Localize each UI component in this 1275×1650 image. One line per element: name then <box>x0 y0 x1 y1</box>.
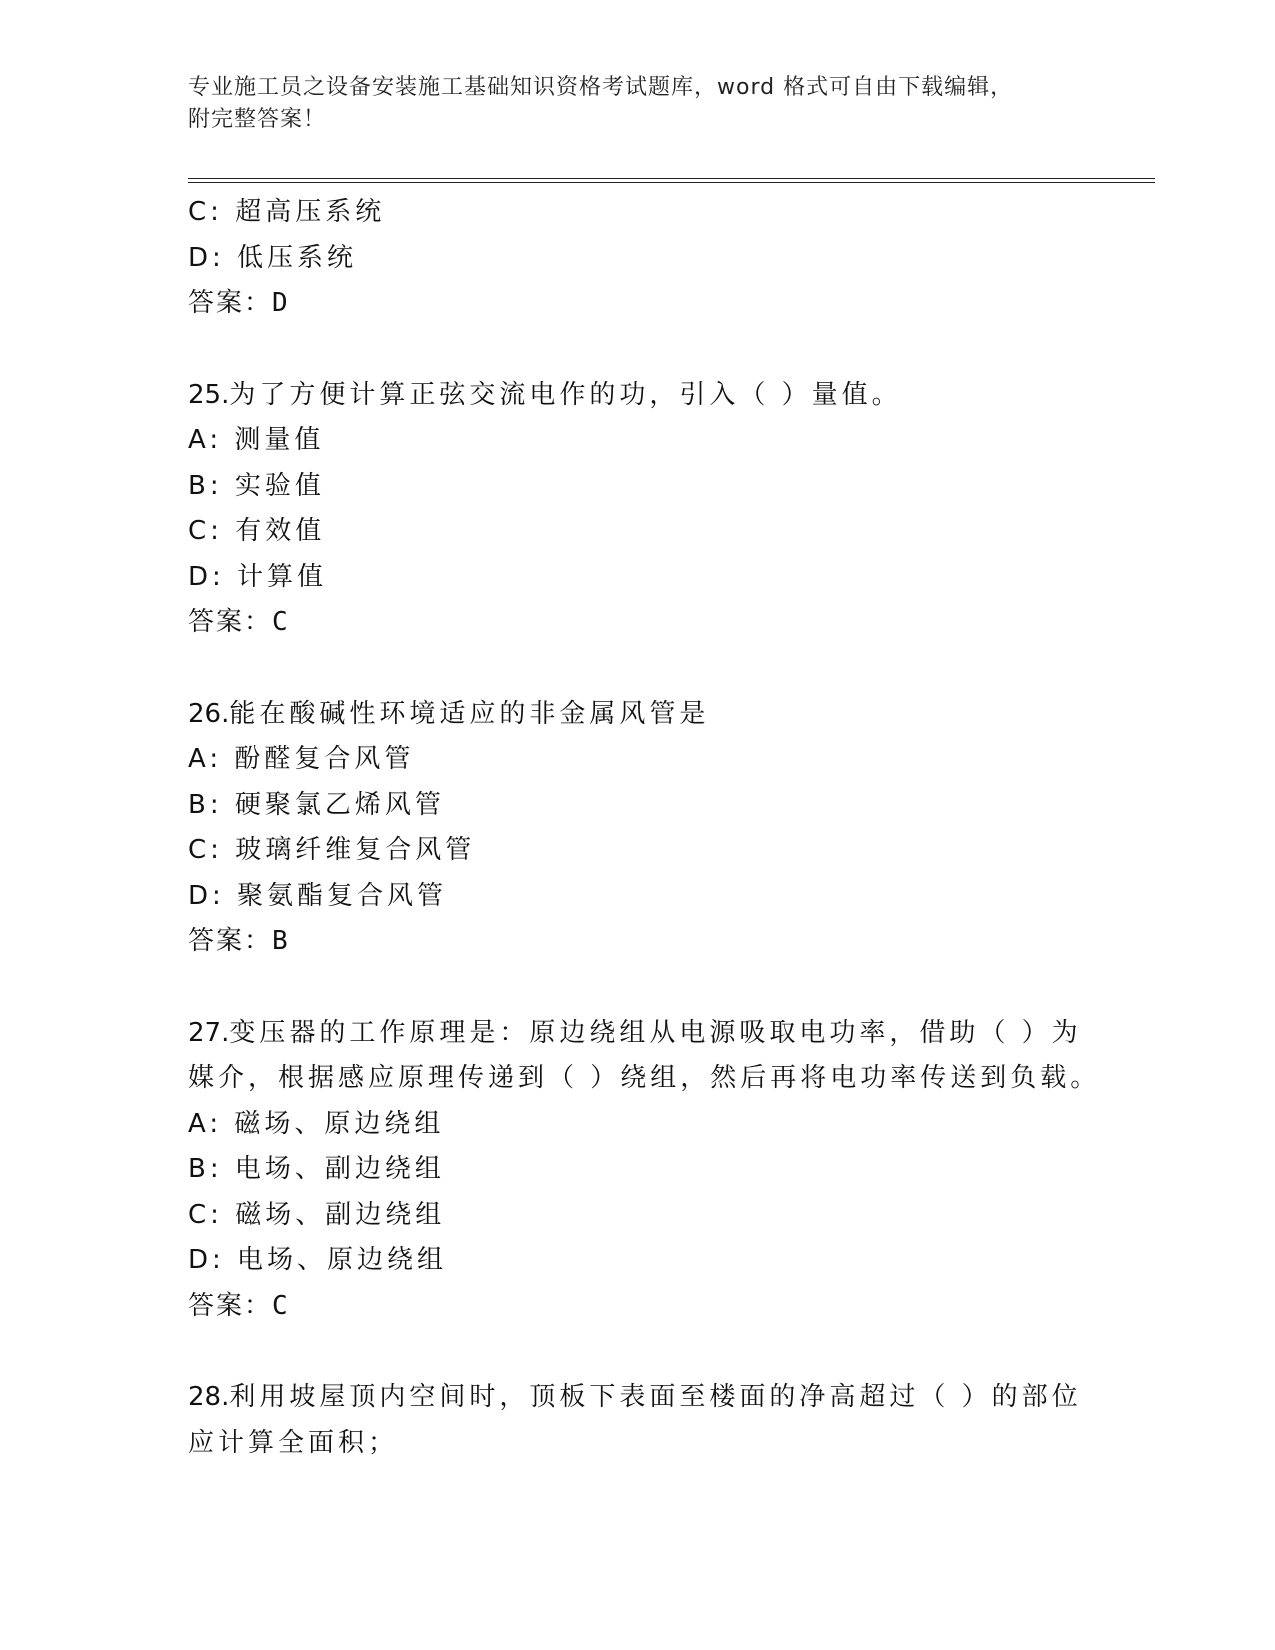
option-label: D: <box>188 561 225 592</box>
option-text: 磁场、副边绕组 <box>235 1199 446 1230</box>
answer-label: 答案： <box>188 288 273 318</box>
option-c <box>188 828 1148 874</box>
answer-label: 答案： <box>188 926 273 956</box>
option-c <box>188 509 1148 555</box>
option-b <box>188 464 1148 510</box>
answer-value: C <box>272 1290 288 1321</box>
answer-label: 答案： <box>188 607 273 637</box>
answer-line <box>188 1284 1148 1330</box>
option-b <box>188 783 1148 829</box>
answer-value: D <box>272 288 288 318</box>
option-a <box>188 1102 1148 1148</box>
option-d <box>188 236 1148 282</box>
question-line: 利用坡屋顶内空间时，顶板下表面至楼面的净高超过（ ）的部位 <box>229 1382 1082 1412</box>
continued-question <box>188 190 1148 327</box>
option-label: D: <box>188 242 225 273</box>
answer-line <box>188 919 1148 965</box>
option-label: B: <box>188 789 223 820</box>
option-label: A: <box>188 1108 223 1139</box>
answer-line <box>188 281 1148 327</box>
question-text-continued <box>188 1056 1148 1102</box>
question-text <box>188 1011 1148 1057</box>
answer-line <box>188 600 1148 646</box>
option-c <box>188 190 1148 236</box>
option-text: 玻璃纤维复合风管 <box>235 835 476 865</box>
header-divider-bottom <box>188 182 1155 183</box>
option-label: C: <box>188 516 223 546</box>
option-text: 计算值 <box>237 561 328 592</box>
question-line: 为了方便计算正弦交流电作的功，引入（ ）量值。 <box>229 379 902 410</box>
option-d <box>188 1238 1148 1284</box>
option-text: 超高压系统 <box>235 197 386 227</box>
option-text: 电场、副边绕组 <box>234 1154 445 1184</box>
option-d <box>188 874 1148 920</box>
option-label: A: <box>188 425 223 455</box>
option-text: 实验值 <box>234 470 325 501</box>
option-label: D: <box>188 880 225 911</box>
option-label: A: <box>188 744 223 774</box>
header-divider-top <box>188 178 1155 179</box>
question-line: 能在酸碱性环境适应的非金属风管是 <box>229 698 710 729</box>
question-line: 应计算全面积； <box>188 1427 399 1458</box>
option-text: 硬聚氯乙烯风管 <box>234 789 445 820</box>
option-text: 低压系统 <box>237 242 358 273</box>
question-number: 27. <box>188 1017 230 1048</box>
question-number: 25. <box>188 379 230 410</box>
option-label: D: <box>188 1245 225 1275</box>
option-a <box>188 737 1148 783</box>
question-27 <box>188 1011 1148 1330</box>
option-text: 电场、原边绕组 <box>237 1245 448 1275</box>
option-c <box>188 1193 1148 1239</box>
option-text: 有效值 <box>235 516 326 546</box>
answer-label: 答案： <box>188 1290 273 1321</box>
header-line-1: 专业施工员之设备安装施工基础知识资格考试题库，word 格式可自由下载编辑， <box>188 75 1014 100</box>
question-text <box>188 692 1148 738</box>
document-header <box>188 72 1088 136</box>
question-number: 26. <box>188 698 230 729</box>
question-list <box>188 190 1148 1466</box>
question-line: 变压器的工作原理是：原边绕组从电源吸取电功率，借助（ ）为 <box>229 1017 1082 1048</box>
question-26 <box>188 692 1148 965</box>
question-number: 28. <box>188 1382 230 1412</box>
question-text <box>188 1375 1148 1421</box>
header-line-2: 附完整答案！ <box>188 107 327 132</box>
option-text: 聚氨酯复合风管 <box>237 880 448 911</box>
option-d <box>188 555 1148 601</box>
option-text: 磁场、原边绕组 <box>234 1108 445 1139</box>
option-text: 酚醛复合风管 <box>234 744 415 774</box>
question-25 <box>188 373 1148 646</box>
option-text: 测量值 <box>234 425 325 455</box>
option-label: C: <box>188 835 223 865</box>
answer-value: B <box>272 926 288 956</box>
option-label: C: <box>188 197 223 227</box>
option-a <box>188 418 1148 464</box>
option-label: B: <box>188 470 223 501</box>
question-28 <box>188 1375 1148 1466</box>
option-label: B: <box>188 1154 223 1184</box>
question-line: 媒介，根据感应原理传递到（ ）绕组，然后再将电功率传送到负载。 <box>188 1063 1101 1093</box>
option-label: C: <box>188 1199 223 1230</box>
answer-value: C <box>272 607 288 637</box>
question-text-continued <box>188 1421 1148 1467</box>
question-text <box>188 373 1148 419</box>
option-b <box>188 1147 1148 1193</box>
